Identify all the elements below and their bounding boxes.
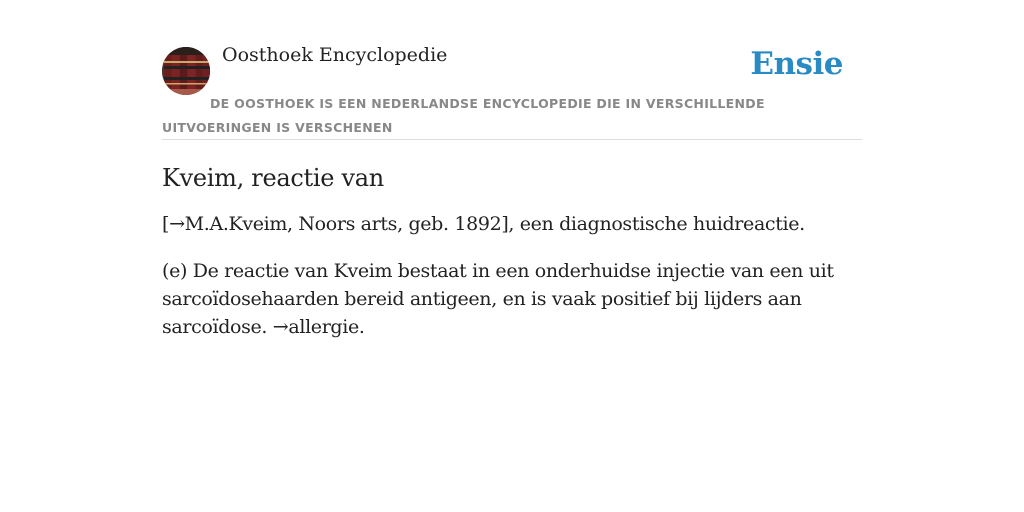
paragraph-2-end: . [358,316,365,338]
site-title[interactable]: Oosthoek Encyclopedie [222,44,448,66]
avatar[interactable] [162,47,210,95]
encyclopedia-books-icon [162,47,210,95]
paragraph-2-text: (e) De reactie van Kveim bestaat in een onderhuidse injectie van een uit sarcoïdosehaarden bereid antigeen, en is vaak positief bij lijders aan sarcoïdose. [162,260,834,338]
site-subtitle: DE OOSTHOEK IS EEN NEDERLANDSE ENCYCLOPEDIE DIE IN VERSCHILLENDE UITVOERINGEN IS VERSCHENEN [162,96,765,135]
brand-logo-link[interactable]: Ensie [750,46,843,82]
article [162,140,862,341]
crossref-link-allergie[interactable]: →allergie [272,316,359,338]
article-paragraph-2 [162,257,862,341]
content-container [162,0,862,360]
crossref-link-kveim[interactable]: →M.A.Kveim [169,213,288,235]
page-title: Kveim, reactie van [162,164,384,192]
article-paragraph-1 [162,210,862,238]
site-header [162,0,862,140]
bracket-open: [ [162,213,170,235]
paragraph-1-text: , Noors arts, geb. 1892], een diagnostische huidreactie. [287,213,805,235]
